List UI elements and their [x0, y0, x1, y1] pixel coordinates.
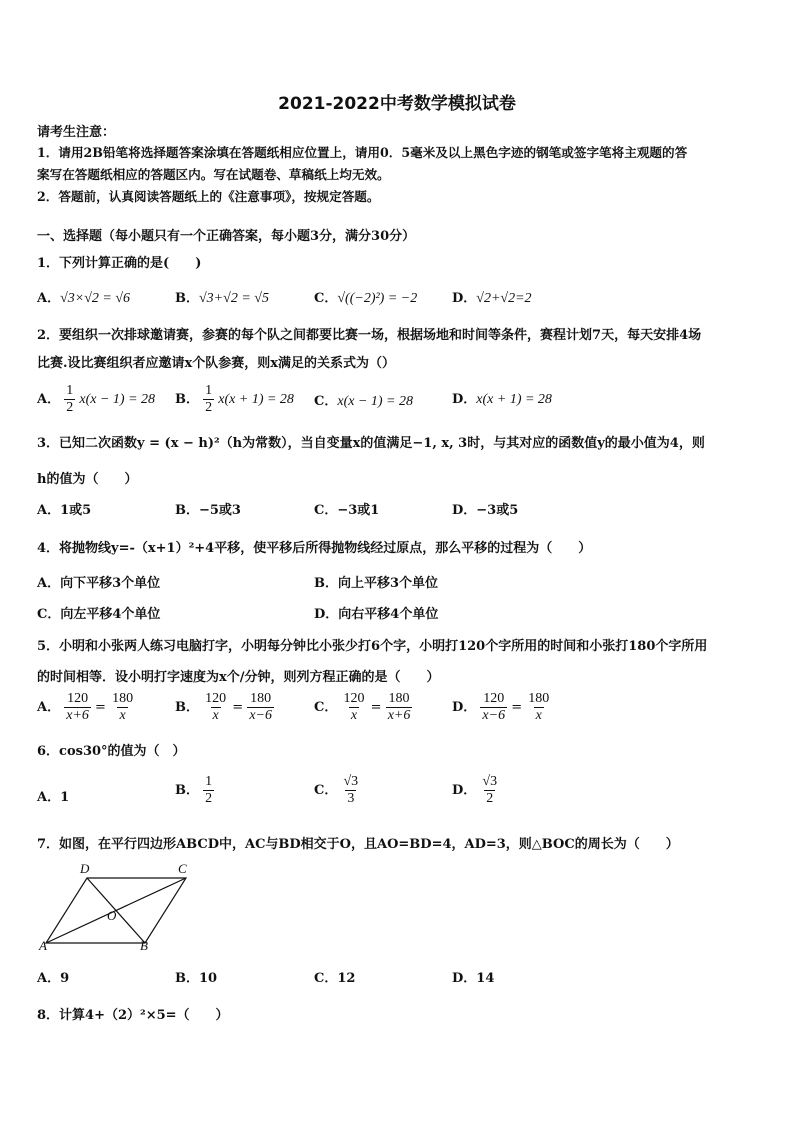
question-5-stem-line2: 的时间相等．设小明打字速度为x个/分钟，则列方程正确的是（ ）: [37, 670, 440, 685]
notice-line-1: 1．请用2B铅笔将选择题答案涂填在答题纸相应位置上，请用0．5毫米及以上黑色字迹的钢笔或签字笔将主观题的答: [37, 145, 688, 160]
q1-option-b: B．√3+√2 = √5: [175, 291, 269, 306]
question-1-stem: 1．下列计算正确的是( ): [37, 256, 202, 271]
q5-option-c: C． $\frac{120}{x}$ = $\frac{180}{x+6}$: [314, 691, 411, 723]
question-3-stem-line2: h的值为（ ）: [37, 472, 138, 487]
question-2-stem-line2: 比赛.设比赛组织者应邀请x个队参赛，则x满足的关系式为（）: [37, 356, 396, 371]
q6-option-b: B． $\frac{1}{2}$: [175, 774, 213, 806]
q3-option-a: A．1或5: [37, 503, 92, 518]
notice-heading: 请考生注意：: [37, 125, 116, 140]
q7-option-d: D．14: [452, 971, 495, 986]
notice-line-3: 2．答题前，认真阅读答题纸上的《注意事项》，按规定答题。: [37, 189, 380, 204]
question-7-stem: 7．如图，在平行四边形ABCD中，AC与BD相交于O，且AO=BD=4，AD=3，则△BOC的周长为（ ）: [37, 837, 679, 852]
q6-option-c: C． $\frac{√3}{3}$: [314, 774, 359, 806]
q4-option-b: B．向上平移3个单位: [314, 576, 439, 591]
q3-option-c: C．−3或1: [314, 503, 380, 518]
question-4-stem: 4．将抛物线y=-（x+1）²+4平移，使平移后所得抛物线经过原点，那么平移的过程为（ ）: [37, 541, 592, 556]
question-8-stem: 8．计算4+（2）²×5=（ ）: [37, 1008, 229, 1023]
notice-line-2: 案写在答题纸相应的答题区内。写在试题卷、草稿纸上均无效。: [37, 167, 390, 182]
q4-option-c: C．向左平移4个单位: [37, 607, 161, 622]
q6-option-a: A．1: [37, 790, 70, 805]
question-2-stem-line1: 2．要组织一次排球邀请赛，参赛的每个队之间都要比赛一场，根据场地和时间等条件，赛程计划7天，每天安排4场: [37, 328, 702, 343]
vertex-label-a: A: [39, 938, 47, 953]
vertex-label-c: C: [178, 861, 187, 876]
question-5-stem-line1: 5．小明和小张两人练习电脑打字，小明每分钟比小张少打6个字，小明打120个字所用的时间和小张打180个字所用: [37, 639, 708, 654]
q4-option-a: A．向下平移3个单位: [37, 576, 161, 591]
point-label-o: O: [107, 908, 117, 923]
q2-option-d: D．x(x + 1) = 28: [452, 392, 552, 407]
question-6-stem: 6．cos30°的值为（ ）: [37, 744, 186, 759]
vertex-label-d: D: [80, 861, 90, 876]
q2-option-a: A． $\frac{1}{2}$ x(x − 1) = 28: [37, 383, 156, 415]
q4-option-d: D．向右平移4个单位: [314, 607, 439, 622]
q5-option-d: D． $\frac{120}{x-6}$ = $\frac{180}{x}$: [452, 691, 550, 723]
q7-option-b: B．10: [175, 971, 218, 986]
vertex-label-b: B: [140, 938, 148, 953]
q3-option-d: D．−3或5: [452, 503, 519, 518]
q7-option-a: A．9: [37, 971, 70, 986]
q2-option-b: B． $\frac{1}{2}$ x(x + 1) = 28: [175, 383, 294, 415]
q1-option-c: C．√((−2)²) = −2: [314, 291, 418, 306]
q3-option-b: B．−5或3: [175, 503, 241, 518]
section-heading: 一、选择题（每小题只有一个正确答案，每小题3分，满分30分）: [37, 229, 416, 244]
q5-option-b: B． $\frac{120}{x}$ = $\frac{180}{x-6}$: [175, 691, 272, 723]
q7-option-c: C．12: [314, 971, 356, 986]
q1-option-a: A．√3×√2 = √6: [37, 291, 131, 306]
q6-option-d: D． $\frac{√3}{2}$: [452, 774, 498, 806]
page-title: 2021-2022中考数学模拟试卷: [278, 94, 516, 114]
q5-option-a: A． $\frac{120}{x+6}$ = $\frac{180}{x}$: [37, 691, 134, 723]
q1-option-d: D．√2+√2=2: [452, 291, 532, 306]
question-3-stem-line1: 3．已知二次函数y = (x − h)²（h为常数），当自变量x的值满足−1, x, 3时，与其对应的函数值y的最小值为4，则: [37, 436, 705, 451]
q2-option-c: C．x(x − 1) = 28: [314, 394, 414, 409]
parallelogram-figure: [37, 858, 197, 953]
